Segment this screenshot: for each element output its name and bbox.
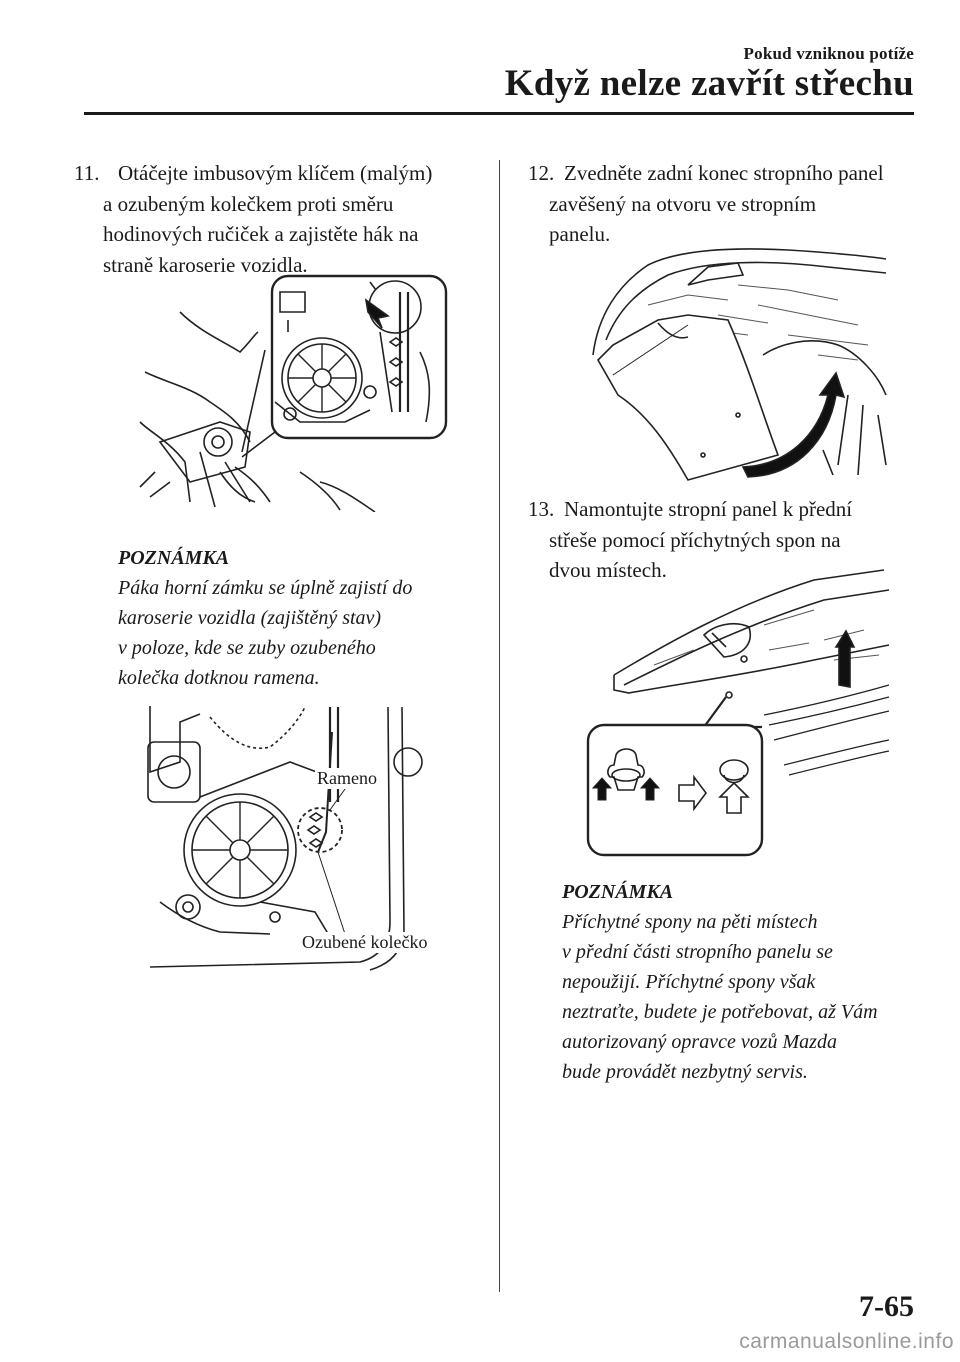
step-text-line: a ozubeným kolečkem proti směru — [103, 191, 394, 216]
step-11 — [74, 158, 432, 280]
step-text-line: straně karoserie vozidla. — [103, 252, 308, 277]
note-text-line: neztraťte, budete je potřebovat, až Vám — [562, 1001, 878, 1023]
label-arm: Rameno — [317, 768, 377, 788]
note-text-line: v přední části stropního panelu se — [562, 941, 833, 963]
note-heading: POZNÁMKA — [562, 881, 674, 903]
step-text-line: střeše pomocí příchytných spon na — [549, 527, 841, 552]
note-text-line: autorizovaný opravce vozů Mazda — [562, 1031, 837, 1053]
illustration-roof-panel — [588, 245, 888, 485]
figure-clip-install — [584, 565, 894, 860]
note-text-line: bude provádět nezbytný servis. — [562, 1061, 808, 1083]
step-text-line: Otáčejte imbusovým klíčem (malým) — [118, 161, 433, 185]
step-text-line: panelu. — [549, 222, 611, 246]
illustration-hex-key — [130, 272, 450, 512]
step-number: 11. — [74, 161, 100, 185]
note-heading: POZNÁMKA — [118, 547, 230, 569]
figure-roof-panel-lift — [588, 245, 888, 485]
note-text-line: Příchytné spony na pěti místech — [562, 911, 818, 933]
note-right — [562, 877, 878, 1087]
step-text-line: Namontujte stropní panel k přední — [564, 497, 853, 521]
step-text-line: zavěšený na otvoru ve stropním — [549, 191, 817, 216]
column-divider — [499, 160, 500, 1292]
header-rule — [84, 112, 914, 115]
step-text-line: hodinových ručiček a zajistěte hák na — [103, 222, 419, 246]
note-text-line: v poloze, kde se zuby ozubeného — [118, 637, 376, 659]
note-text-line: nepoužijí. Příchytné spony však — [562, 971, 816, 993]
page-title: Když nelze zavřít střechu — [504, 63, 914, 104]
watermark[interactable]: carmanualsonline.info — [739, 1330, 954, 1353]
step-number: 13. — [528, 497, 555, 521]
step-12 — [528, 158, 884, 250]
note-text-line: Páka horní zámku se úplně zajistí do — [118, 577, 413, 599]
section-name: Pokud vzniknou potíže — [743, 44, 914, 63]
illustration-clips — [584, 565, 894, 860]
note-text-line: karoserie vozidla (zajištěný stav) — [118, 607, 382, 629]
step-text-line: dvou místech. — [549, 558, 667, 582]
page-number: 7-65 — [859, 1290, 914, 1323]
figure-gear-arm — [140, 702, 450, 977]
note-left — [118, 543, 412, 693]
note-text-line: kolečka dotknou ramena. — [118, 667, 320, 689]
step-text-line: Zvedněte zadní konec stropního panel — [564, 161, 884, 185]
figure-hex-key-gear — [130, 272, 450, 512]
label-gear-wheel: Ozubené kolečko — [302, 932, 428, 952]
step-number: 12. — [528, 161, 555, 185]
